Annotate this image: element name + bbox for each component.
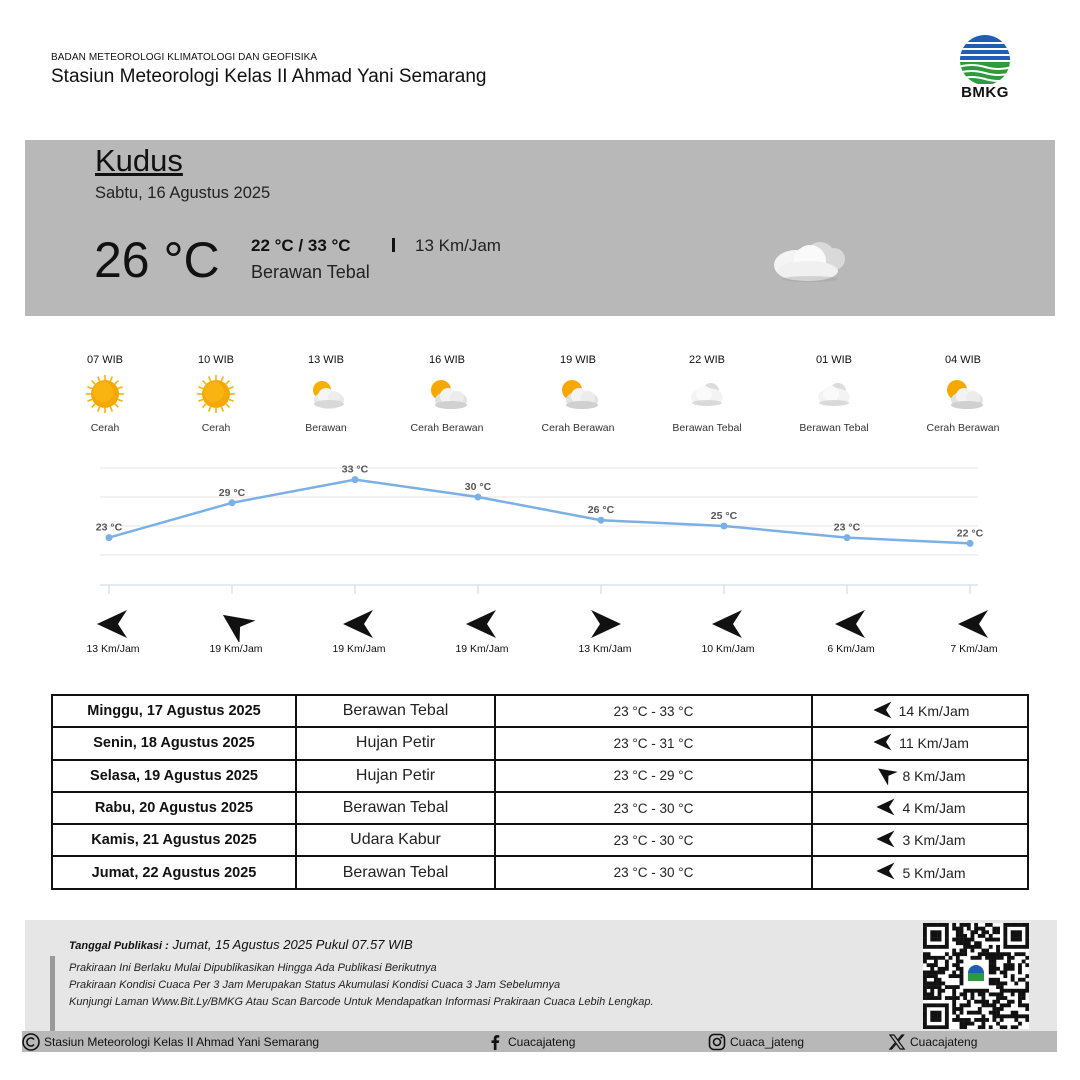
partly-sunny-icon [556,374,600,414]
sunny-icon [194,374,238,414]
separator [392,238,395,252]
hourly-forecast-item [156,354,276,434]
hour-time: 22 WIB [688,354,726,366]
hourly-wind-item [422,606,542,655]
wind-direction-icon [791,606,911,642]
forecast-wind [812,792,1028,824]
hourly-forecast-item [774,354,894,434]
wind-direction-icon [871,699,895,724]
sunny-icon [83,374,127,414]
logo-text: BMKG [961,84,1009,101]
wind-speed: 10 Km/Jam [701,643,755,655]
partly-cloudy-icon [304,374,348,414]
wind-speed: 13 Km/Jam [86,643,140,655]
wind-direction-icon [422,606,542,642]
daily-forecast-table [51,694,1029,890]
wind-direction-icon [874,828,898,853]
x-handle: Cuacajateng [910,1035,978,1049]
wind-direction-icon [53,606,173,642]
copyright-text: Stasiun Meteorologi Kelas II Ahmad Yani Semarang [44,1035,320,1049]
wind-direction-icon [874,860,898,885]
hour-condition: Cerah Berawan [541,422,615,434]
temperature-point [229,499,236,506]
publication-value: Jumat, 15 Agustus 2025 Pukul 07.57 WIB [172,937,413,952]
forecast-temperature-range: 23 °C - 30 °C [495,792,812,824]
current-wind: 13 Km/Jam [415,236,501,255]
table-row [52,760,1028,792]
forecast-temperature-range: 23 °C - 29 °C [495,760,812,792]
temperature-point [106,534,113,541]
wind-direction-icon [874,763,898,788]
table-row [52,856,1028,888]
hourly-forecast-item [387,354,507,434]
current-weather-panel [25,140,1055,316]
wind-speed: 13 Km/Jam [578,643,632,655]
facebook-link[interactable] [486,1033,575,1051]
temperature-point [475,494,482,501]
forecast-temperature-range: 23 °C - 30 °C [495,856,812,888]
forecast-temperature-range: 23 °C - 31 °C [495,727,812,759]
forecast-wind [812,727,1028,759]
min-max-temperature: 22 °C / 33 °C [251,236,351,255]
temperature-data-label: 29 °C [218,486,246,499]
temperature-data-label: 25 °C [710,510,738,522]
publication-date [69,937,413,952]
cloudy-icon [812,374,856,414]
forecast-condition: Hujan Petir [296,760,495,792]
temperature-point [598,517,605,524]
hour-condition: Berawan Tebal [799,422,869,434]
footer-panel [25,920,1057,1031]
social-bar [22,1031,1057,1052]
footer-note: Kunjungi Laman Www.Bit.Ly/BMKG Atau Scan Barcode Untuk Mendapatkan Informasi Prakiraan Cuaca Lebih Lengkap. [69,996,654,1008]
forecast-wind-speed: 5 Km/Jam [902,864,966,881]
forecast-wind [812,760,1028,792]
hour-time: 13 WIB [307,354,345,366]
wind-direction-icon [668,606,788,642]
hour-condition: Cerah Berawan [410,422,484,434]
wind-direction-icon [545,606,665,642]
forecast-day: Rabu, 20 Agustus 2025 [52,792,296,824]
temperature-data-label: 33 °C [341,463,369,476]
wind-speed: 19 Km/Jam [332,643,386,655]
hourly-forecast-item [45,354,165,434]
temperature-data-label: 26 °C [587,504,615,517]
partly-sunny-icon [941,374,985,414]
footer-accent-bar [50,956,55,1031]
forecast-temperature-range: 23 °C - 33 °C [495,695,812,727]
facebook-handle: Cuacajateng [508,1035,576,1049]
partly-sunny-icon [425,374,469,414]
footer-note: Prakiraan Ini Berlaku Mulai Dipublikasikan Hingga Ada Publikasi Berikutnya [69,962,437,974]
copyright [22,1033,319,1051]
hour-time: 10 WIB [197,354,235,366]
hourly-forecast-item [647,354,767,434]
instagram-icon [708,1033,726,1051]
x-link[interactable] [888,1033,977,1051]
wind-direction-icon [914,606,1034,642]
footer-note: Prakiraan Kondisi Cuaca Per 3 Jam Merupakan Status Akumulasi Kondisi Cuaca 3 Jam Sebelumnya [69,979,561,991]
temperature-data-label: 23 °C [833,521,861,534]
temperature-data-label: 30 °C [464,481,492,493]
instagram-link[interactable] [708,1033,804,1051]
forecast-wind-speed: 14 Km/Jam [898,703,970,720]
hour-condition: Berawan [305,422,347,434]
forecast-wind [812,695,1028,727]
temperature-point [352,476,359,483]
forecast-wind [812,856,1028,888]
publication-label: Tanggal Publikasi : [69,940,169,952]
table-row [52,824,1028,856]
forecast-condition: Udara Kabur [296,824,495,856]
wind-speed: 19 Km/Jam [209,643,263,655]
hour-time: 19 WIB [559,354,597,366]
cloudy-icon [685,374,729,414]
hour-time: 04 WIB [944,354,982,366]
hour-time: 07 WIB [86,354,124,366]
forecast-wind-speed: 11 Km/Jam [899,735,969,752]
hour-time: 16 WIB [428,354,466,366]
forecast-condition: Berawan Tebal [296,792,495,824]
hourly-wind-item [299,606,419,655]
forecast-day: Kamis, 21 Agustus 2025 [52,824,296,856]
hour-condition: Cerah [90,422,120,434]
hourly-wind-item [668,606,788,655]
forecast-day: Minggu, 17 Agustus 2025 [52,695,296,727]
wind-direction-icon [871,731,895,756]
temperature-point [844,534,851,541]
hour-condition: Berawan Tebal [672,422,742,434]
forecast-wind-speed: 8 Km/Jam [902,767,966,784]
wind-speed: 6 Km/Jam [827,643,875,655]
qr-code[interactable] [923,923,1029,1029]
forecast-condition: Hujan Petir [296,727,495,759]
table-row [52,695,1028,727]
temperature-point [967,540,974,547]
table-row [52,727,1028,759]
facebook-icon [486,1033,504,1051]
forecast-wind-speed: 4 Km/Jam [902,800,966,817]
bmkg-logo [956,34,1014,104]
forecast-wind-speed: 3 Km/Jam [902,832,966,849]
current-temperature: 26 °C [94,232,220,288]
station-name: Stasiun Meteorologi Kelas II Ahmad Yani Semarang [51,66,487,87]
bmkg-logo-icon [956,34,1014,84]
hour-condition: Cerah [201,422,231,434]
hourly-wind-item [791,606,911,655]
instagram-handle: Cuaca_jateng [730,1035,805,1049]
wind-direction-icon [299,606,419,642]
wind-speed: 7 Km/Jam [950,643,998,655]
current-condition: Berawan Tebal [251,262,370,282]
hourly-wind-item [914,606,1034,655]
forecast-wind [812,824,1028,856]
temperature-point [721,523,728,530]
forecast-condition: Berawan Tebal [296,856,495,888]
hourly-wind-item [53,606,173,655]
x-icon [888,1033,906,1051]
agency-name: BADAN METEOROLOGI KLIMATOLOGI DAN GEOFISIKA [51,52,318,63]
table-row [52,792,1028,824]
temperature-data-label: 22 °C [956,527,984,540]
wind-direction-icon [176,606,296,642]
temperature-data-label: 23 °C [95,521,123,534]
cloudy-icon [770,235,850,285]
hourly-forecast-item [903,354,1023,434]
copyright-icon [22,1033,40,1051]
hourly-forecast-item [266,354,386,434]
hourly-wind-item [545,606,665,655]
forecast-day: Jumat, 22 Agustus 2025 [52,856,296,888]
forecast-day: Selasa, 19 Agustus 2025 [52,760,296,792]
hour-condition: Cerah Berawan [926,422,1000,434]
wind-direction-icon [874,796,898,821]
current-date: Sabtu, 16 Agustus 2025 [95,184,271,202]
hourly-forecast-item [518,354,638,434]
forecast-temperature-range: 23 °C - 30 °C [495,824,812,856]
forecast-day: Senin, 18 Agustus 2025 [52,727,296,759]
temperature-line-chart [0,460,1080,600]
city-name: Kudus [95,143,183,178]
hourly-wind-item [176,606,296,655]
hour-time: 01 WIB [815,354,853,366]
forecast-condition: Berawan Tebal [296,695,495,727]
wind-speed: 19 Km/Jam [455,643,509,655]
